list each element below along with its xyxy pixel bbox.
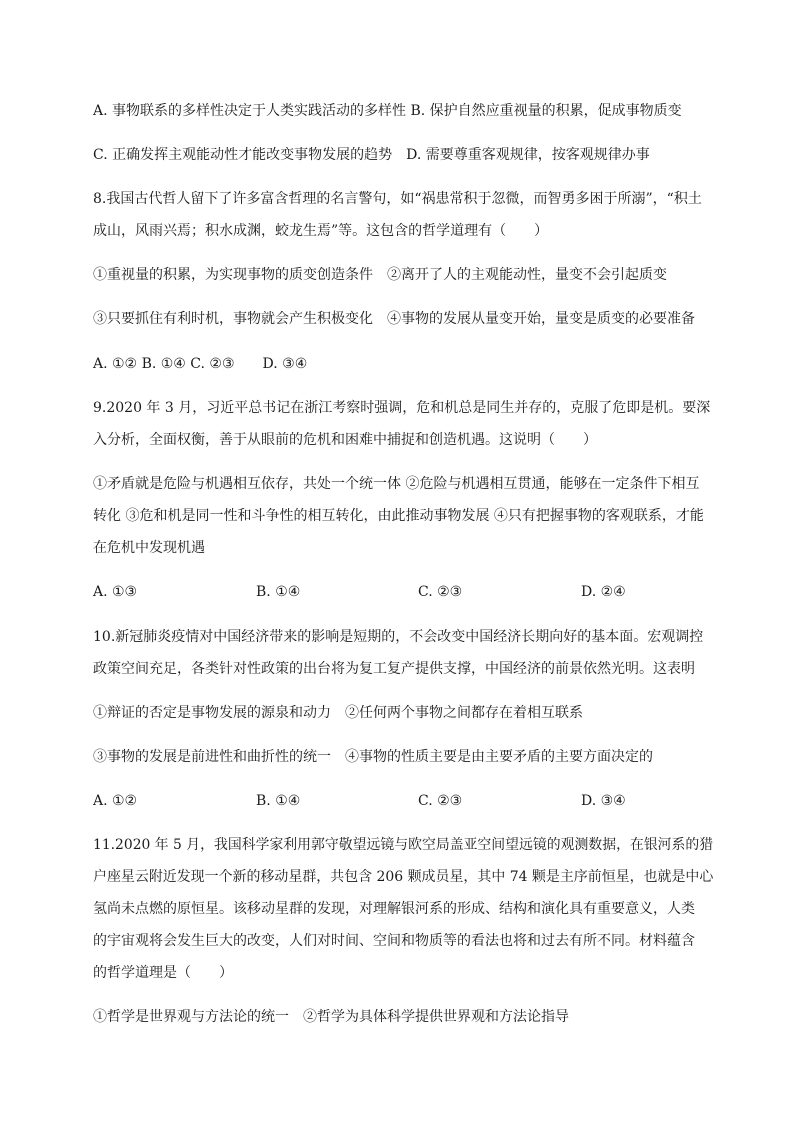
q7-options-cd: C. 正确发挥主观能动性才能改变事物发展的趋势 D. 需要尊重客观规律，按客观规律办事 [93, 147, 650, 163]
q9-stem-line-2: 入分析，全面权衡，善于从眼前的危机和困难中捕捉和创造机遇。这说明（ ） [93, 432, 597, 448]
q10-stem-line-1: 10.新冠肺炎疫情对中国经济带来的影响是短期的，不会改变中国经济长期向好的基本面。宏观调控 [93, 629, 704, 645]
q8-options: A. ①② B. ①④ C. ②③ D. ③④ [93, 356, 308, 372]
q11-stem-line-4: 的宇宙观将会发生巨大的改变，人们对时间、空间和物质等的看法也将和过去有所不同。材料蕴含 [93, 933, 695, 949]
q10-statement-line-1: ①辩证的否定是事物发展的源泉和动力 ②任何两个事物之间都存在着相互联系 [93, 705, 583, 721]
q7-options-ab: A. 事物联系的多样性决定于人类实践活动的多样性 B. 保护自然应重视量的积累，促成事物质变 [93, 103, 682, 119]
q9-statement-line-2: 转化 ③危和机是同一性和斗争性的相互转化，由此推动事物发展 ④只有把握事物的客观联系，才能 [93, 508, 704, 524]
q9-option-d: D. ②④ [581, 584, 626, 600]
q10-option-a: A. ①② [93, 793, 138, 809]
q11-stem-line-5: 的哲学道理是（ ） [93, 965, 233, 981]
q9-stem-line-1: 9.2020 年 3 月，习近平总书记在浙江考察时强调，危和机总是同生并存的，克服了危即是机。要深 [93, 400, 711, 416]
q8-statement-line-2: ③只要抓住有利时机，事物就会产生积极变化 ④事物的发展从量变开始，量变是质变的必要准备 [93, 311, 695, 327]
q9-statement-line-3: 在危机中发现机遇 [93, 540, 205, 556]
q9-option-a: A. ①③ [93, 584, 138, 600]
q9-option-b: B. ①④ [256, 584, 301, 600]
q10-statement-line-2: ③事物的发展是前进性和曲折性的统一 ④事物的性质主要是由主要矛盾的主要方面决定的 [93, 749, 653, 765]
q10-option-d: D. ③④ [581, 793, 626, 809]
q11-statement-line-1: ①哲学是世界观与方法论的统一 ②哲学为具体科学提供世界观和方法论指导 [93, 1009, 569, 1025]
q10-stem-line-2: 政策空间充足，各类针对性政策的出台将为复工复产提供支撑，中国经济的前景依然光明。这表明 [93, 661, 695, 677]
q11-stem-line-2: 户座星云附近发现一个新的移动星群，共包含 206 颗成员星，其中 74 颗是主序前恒星，也就是中心 [93, 869, 714, 885]
q8-stem-line-2: 成山，风雨兴焉；积水成渊，蛟龙生焉”等。这包含的哲学道理有（ ） [93, 223, 549, 239]
q8-statement-line-1: ①重视量的积累，为实现事物的质变创造条件 ②离开了人的主观能动性，量变不会引起质变 [93, 267, 667, 283]
q11-stem-line-1: 11.2020 年 5 月，我国科学家利用郭守敬望远镜与欧空局盖亚空间望远镜的观测数据，在银河系的猎 [93, 837, 714, 853]
q9-statement-line-1: ①矛盾就是危险与机遇相互依存，共处一个统一体 ②危险与机遇相互贯通，能够在一定条件下相互 [93, 476, 700, 492]
q11-stem-line-3: 氢尚未点燃的原恒星。该移动星群的发现，对理解银河系的形成、结构和演化具有重要意义，人类 [93, 901, 695, 917]
q9-option-c: C. ②③ [418, 584, 463, 600]
q8-stem-line-1: 8.我国古代哲人留下了许多富含哲理的名言警句，如“祸患常积于忽微，而智勇多困于所溺”，“积土 [93, 191, 702, 207]
q10-option-b: B. ①④ [256, 793, 301, 809]
q10-option-c: C. ②③ [418, 793, 463, 809]
